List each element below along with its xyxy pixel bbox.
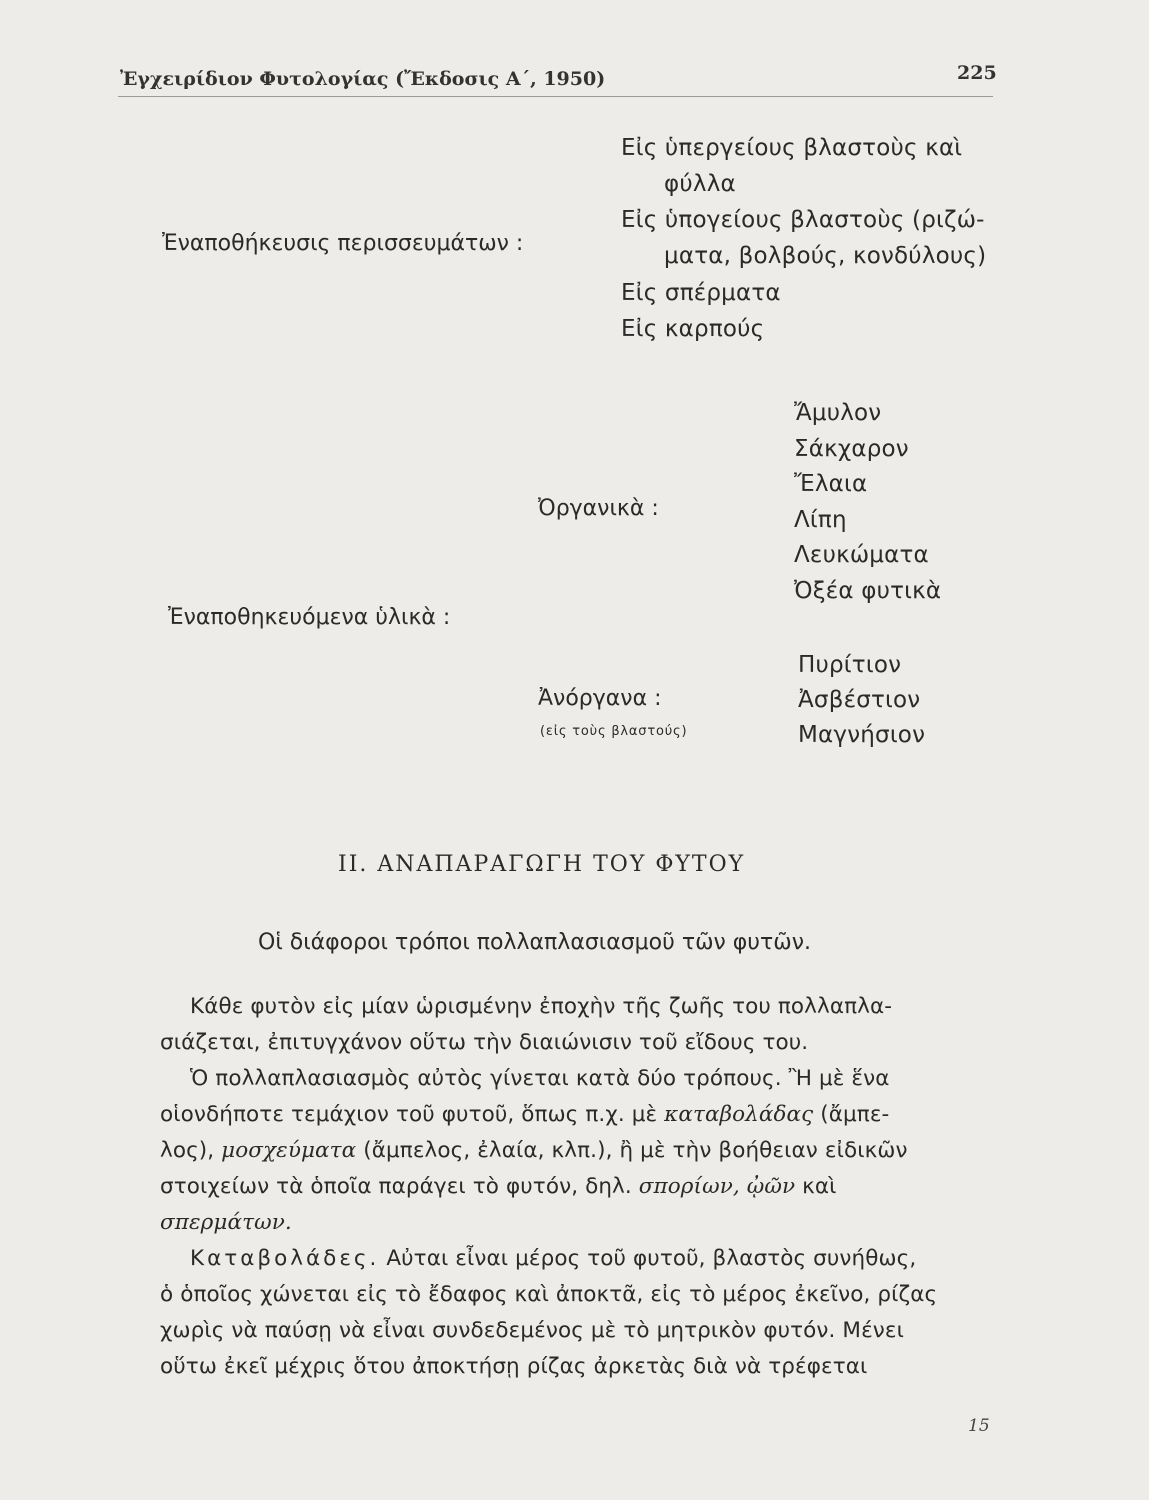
text-run: λος), — [160, 1138, 215, 1163]
inorganic-item: Ἀσβέστιον — [798, 687, 921, 713]
text-run: (ἄμπε- — [820, 1102, 890, 1127]
surplus-item: Εἰς σπέρματα — [621, 280, 781, 306]
italic-term: σπορίων, — [638, 1174, 740, 1199]
text-run: Αὐται εἶναι μέρος τοῦ φυτοῦ, βλαστὸς συνήθως, — [386, 1246, 917, 1271]
surplus-item: Εἰς ὑπεργείους βλαστοὺς καὶ — [621, 135, 963, 161]
body-line — [160, 1210, 292, 1235]
text-run: (ἄμπελος, ἐλαία, κλπ.), ἢ μὲ τὴν βοήθειαν εἰδικῶν — [363, 1138, 908, 1163]
body-line: οὕτω ἐκεῖ μέχρις ὅτου ἀποκτήσῃ ρίζας ἀρκετὰς διὰ νὰ τρέφεται — [160, 1354, 868, 1379]
section-title: ΙΙ. ΑΝΑΠΑΡΑΓΩΓΗ ΤΟΥ ΦΥΤΟΥ — [338, 852, 746, 877]
inorganic-item: Πυρίτιον — [798, 652, 902, 678]
body-line — [190, 1246, 916, 1271]
surplus-item: Εἰς ὑπογείους βλαστοὺς (ριζώ- — [621, 207, 985, 233]
organic-item: Ὀξέα φυτικὰ — [794, 578, 942, 604]
materials-label: Ἐναποθηκευόμενα ὑλικὰ : — [168, 605, 451, 630]
running-title: Ἐγχειρίδιον Φυτολογίας (Ἔκδοσις Α΄, 1950) — [120, 68, 606, 90]
body-line: Κάθε φυτὸν εἰς μίαν ὡρισμένην ἐποχὴν τῆς ζωῆς του πολλαπλα- — [190, 994, 893, 1019]
text-run: οἱονδήποτε τεμάχιον τοῦ φυτοῦ, ὅπως π.χ. μὲ — [160, 1102, 658, 1127]
signature-mark: 15 — [968, 1416, 990, 1436]
body-line: χωρὶς νὰ παύσῃ νὰ εἶναι συνδεδεμένος μὲ τὸ μητρικὸν φυτόν. Μένει — [160, 1318, 904, 1343]
italic-term: μοσχεύματα — [221, 1138, 357, 1163]
text-run: καὶ — [802, 1174, 837, 1199]
organic-item: Λευκώματα — [794, 542, 929, 568]
body-line: σιάζεται, ἐπιτυγχάνον οὕτω τὴν διαιώνισιν τοῦ εἴδους του. — [160, 1030, 809, 1055]
surplus-label: Ἐναποθήκευσις περισσευμάτων : — [162, 231, 524, 256]
page-number: 225 — [957, 62, 997, 84]
inorganic-note: (εἰς τοὺς βλαστούς) — [540, 724, 688, 739]
organic-item: Ἔλαια — [794, 471, 868, 497]
surplus-item: φύλλα — [664, 171, 736, 197]
inorganic-item: Μαγνήσιον — [798, 722, 926, 748]
italic-term: σπερμάτων. — [160, 1210, 292, 1235]
organic-item: Ἄμυλον — [794, 400, 882, 426]
section-subtitle: Οἱ διάφοροι τρόποι πολλαπλασιασμοῦ τῶν φυτῶν. — [258, 930, 811, 955]
surplus-item: ματα, βολβούς, κονδύλους) — [664, 243, 987, 269]
header-rule — [118, 96, 993, 97]
body-line — [160, 1102, 889, 1127]
inorganic-label: Ἀνόργανα : — [538, 686, 662, 711]
body-line: Ὁ πολλαπλασιασμὸς αὐτὸς γίνεται κατὰ δύο τρόπους. Ἢ μὲ ἕνα — [190, 1066, 890, 1091]
organic-item: Σάκχαρον — [794, 436, 909, 462]
italic-term: καταβολάδας — [664, 1102, 814, 1127]
surplus-item: Εἰς καρπούς — [621, 316, 765, 342]
text-run: στοιχείων τὰ ὁποῖα παράγει τὸ φυτόν, δηλ. — [160, 1174, 632, 1199]
body-line — [160, 1174, 837, 1199]
spaced-term: Καταβολάδες. — [190, 1246, 380, 1271]
body-line: ὁ ὁποῖος χώνεται εἰς τὸ ἔδαφος καὶ ἀποκτᾶ, εἰς τὸ μέρος ἐκεῖνο, ρίζας — [160, 1282, 938, 1307]
italic-term: ᾠῶν — [746, 1174, 796, 1199]
organic-item: Λίπη — [794, 507, 847, 533]
organic-label: Ὀργανικὰ : — [538, 496, 659, 521]
body-line — [160, 1138, 908, 1163]
